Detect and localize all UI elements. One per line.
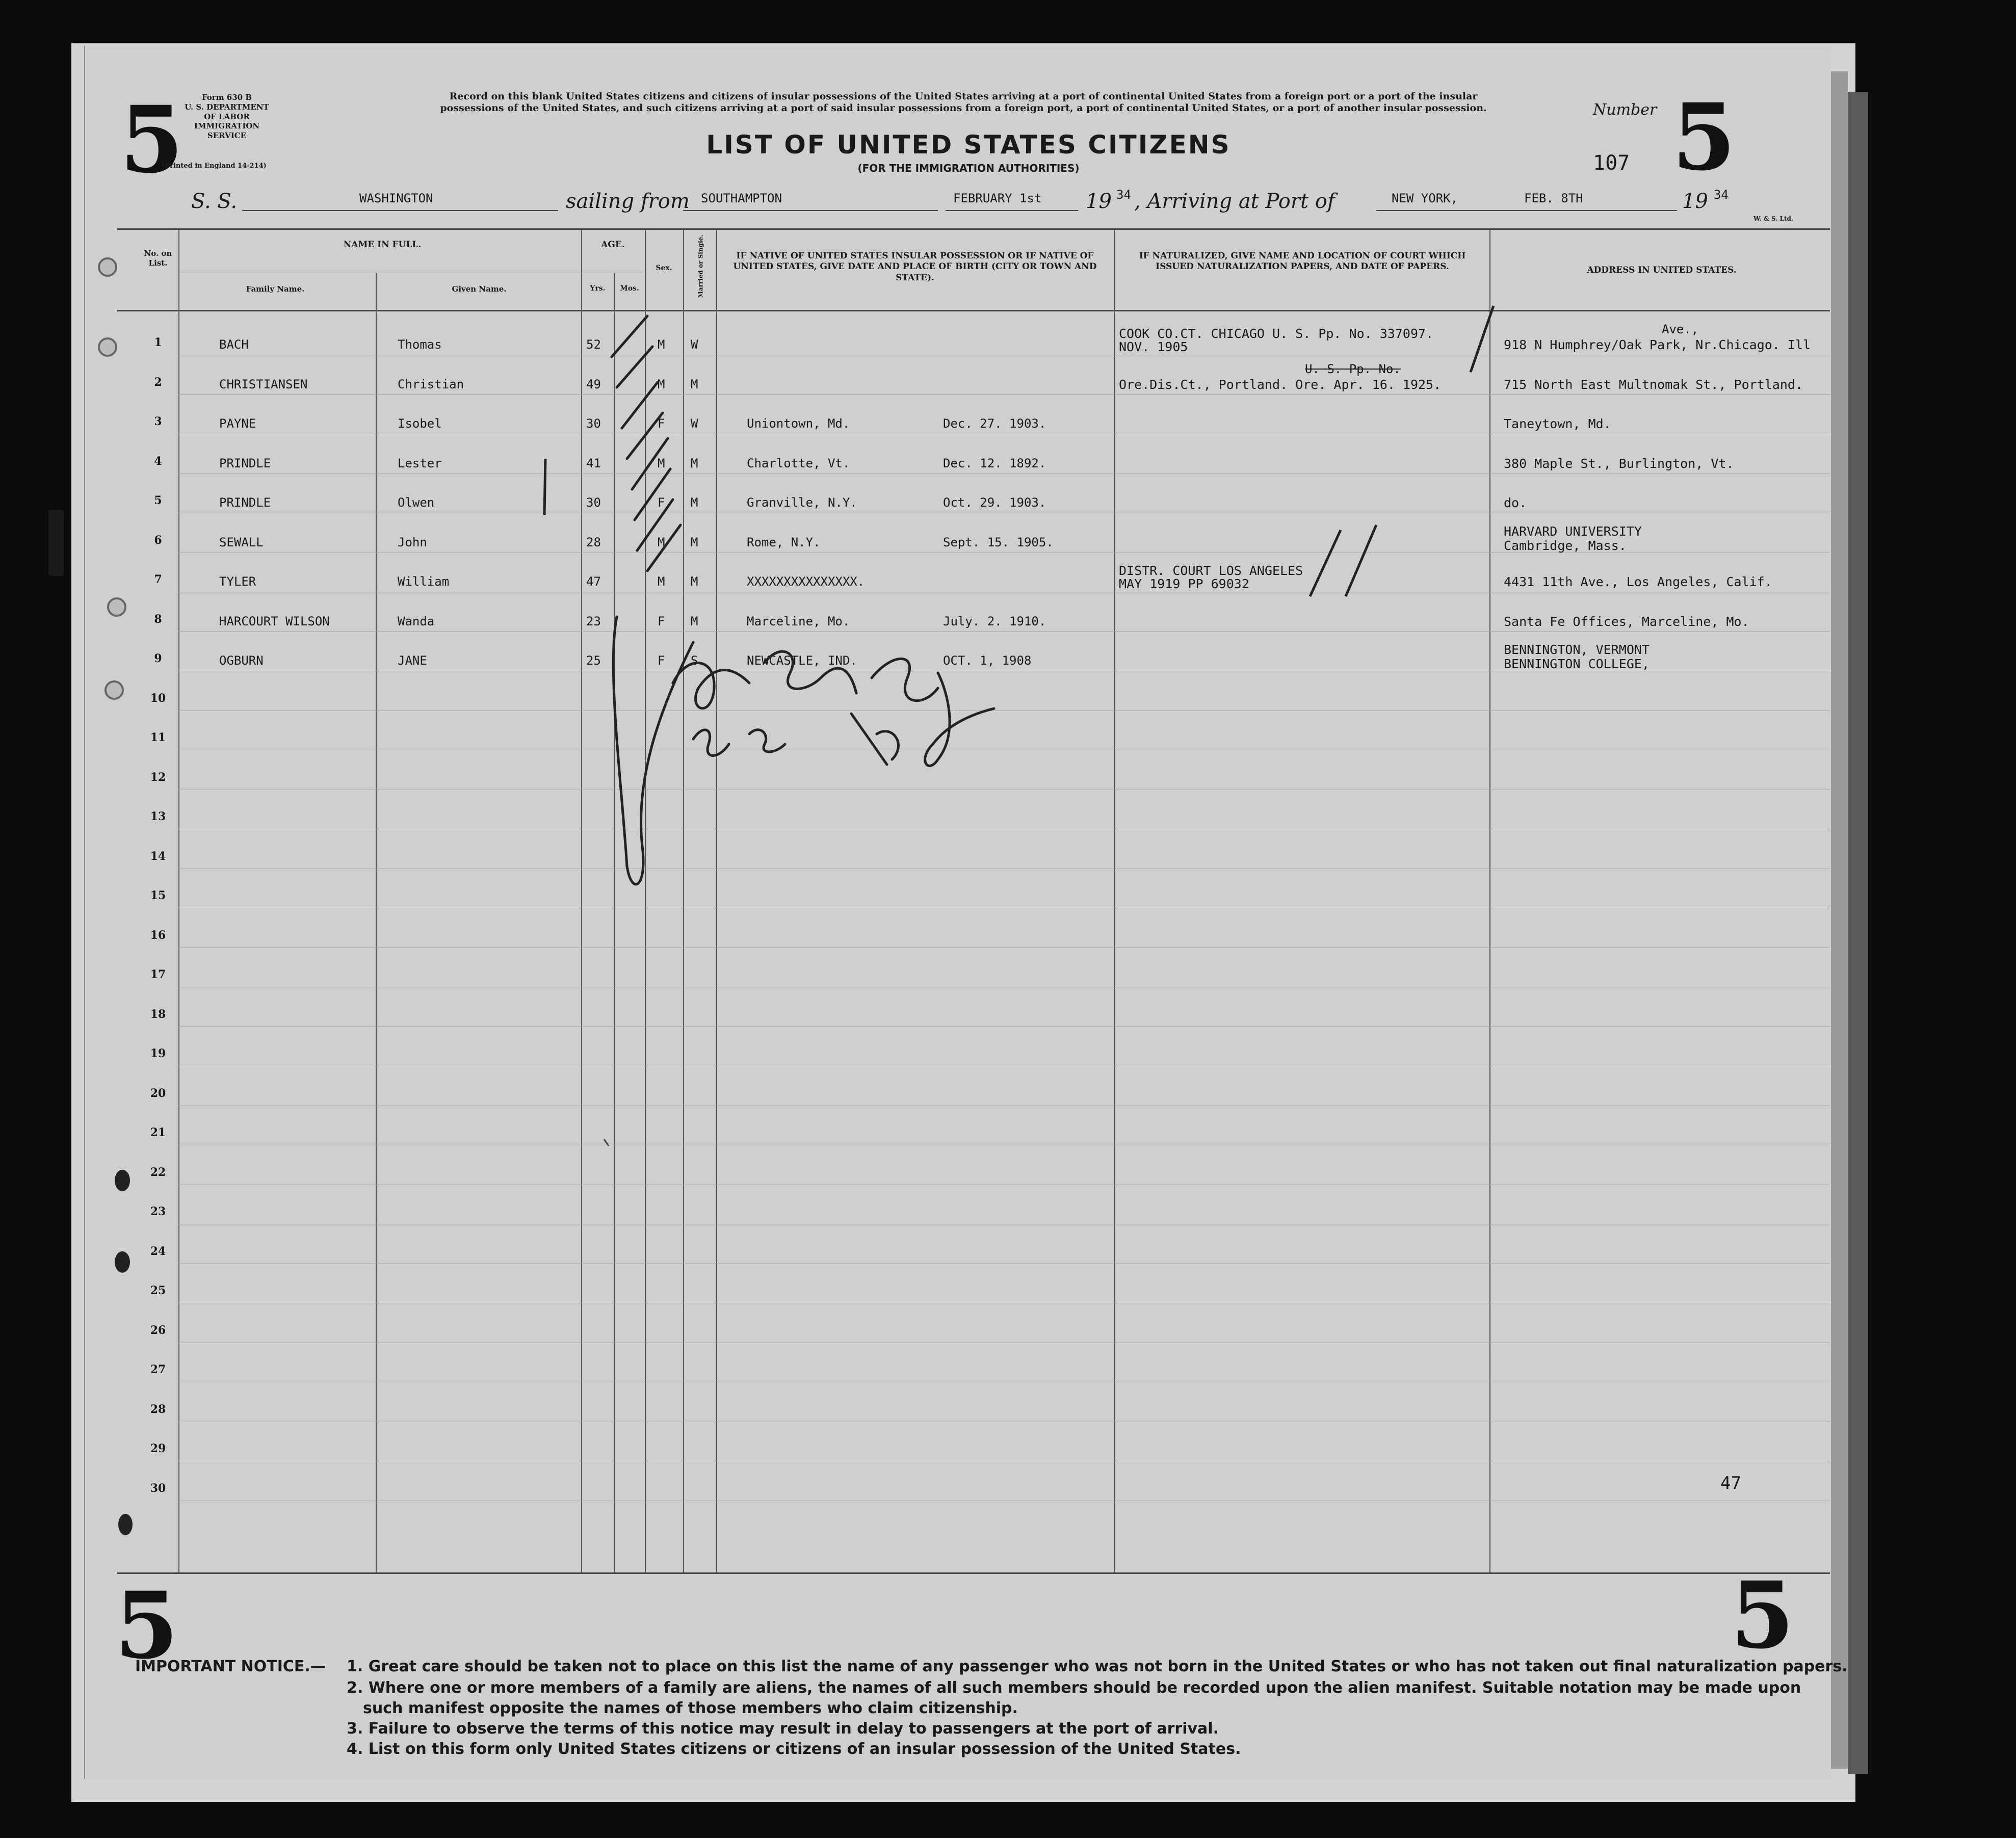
ship-name: WASHINGTON [359,191,433,205]
row-number: 21 [150,1126,166,1139]
marital-status: W [691,416,698,431]
age-years: 47 [586,574,601,589]
printed-note: (Printed in England 14-214) [162,162,267,170]
family-name: SEWALL [219,535,264,549]
port-from: SOUTHAMPTON [701,191,782,205]
birth-place: XXXXXXXXXXXXXXX. [747,574,865,589]
col-header-given: Given Name. [452,284,507,294]
naturalization-court: DISTR. COURT LOS ANGELES [1119,563,1303,578]
birth-place: Marceline, Mo. [747,614,850,628]
binding-mark [48,510,64,576]
sex: M [658,337,665,352]
family-name: PRINDLE [219,456,271,470]
col-header-mos: Mos. [620,284,639,293]
sex: M [658,456,665,470]
col-header-sex: Sex. [656,264,672,272]
marital-status: M [691,614,698,628]
tick-mark [1295,520,1386,607]
row-number: 8 [154,613,162,626]
family-name: TYLER [219,574,256,589]
punch-hole [98,257,117,277]
col-header-married: Married or Single. [697,234,704,298]
col-divider [376,273,377,1572]
row-number: 25 [150,1284,166,1297]
sex: F [658,653,665,668]
notice-item-3: 3. Failure to observe the terms of this notice may result in delay to passengers at the port of arrival. [347,1720,1219,1738]
form-number: Form 630 B [201,93,252,102]
naturalization-court: Ore.Dis.Ct., Portland. Ore. Apr. 16. 1925. [1119,377,1442,392]
printer-mark: W. & S. Ltd. [1753,215,1794,222]
number-value: 107 [1593,151,1630,175]
col-header-native: IF NATIVE OF UNITED STATES INSULAR POSSESSION OR IF NATIVE OF UNITED STATES, GIVE DATE AND PLACE OF BIRTH (CITY OR TOWN AND STATE). [733,251,1097,283]
tick-mark [1463,301,1499,377]
age-years: 30 [586,416,601,431]
address-note: Ave., [1662,322,1699,336]
birth-date: July. 2. 1910. [943,614,1046,628]
row-number: 17 [150,968,166,981]
family-name: CHRISTIANSEN [219,377,308,391]
struck-text: U. S. Pp. No. [1305,362,1401,376]
arriving-label: , Arriving at Port of [1134,190,1335,213]
sailing-from-label: sailing from [566,190,690,213]
marital-status: M [691,535,698,549]
depart-year-prefix: 19 [1086,190,1112,213]
row-number: 23 [150,1205,166,1218]
family-name: PRINDLE [219,495,271,510]
us-address-line-2: BENNINGTON COLLEGE, [1504,657,1650,671]
row-number: 9 [154,652,162,665]
arrival-underline [1376,210,1677,211]
record-instructions: Record on this blank United States citizens and citizens of insular possessions of the United States arriving at a port of continental United States from a foreign port or a port of the insular possessions of the United States, and such citizens arriving at a port of said insular possessions from a foreign port, a port of continental United States, or a port of another insular possession. [440,91,1487,114]
sheet-number-right: 5 [1672,84,1736,191]
col-header-yrs: Yrs. [590,284,606,293]
col-header-name: NAME IN FULL. [343,240,422,250]
ss-label: S. S. [191,190,238,213]
given-name: Wanda [398,614,435,628]
us-address-line-2: Cambridge, Mass. [1504,538,1627,553]
birth-date: OCT. 1, 1908 [943,653,1032,668]
birth-date: Oct. 29. 1903. [943,495,1046,510]
birth-place: Charlotte, Vt. [747,456,850,470]
table-bottom-rule [117,1572,1830,1574]
sex: M [658,535,665,549]
us-address: 918 N Humphrey/Oak Park, Nr.Chicago. Ill [1504,337,1811,352]
number-label: Number [1593,101,1657,119]
age-years: 23 [586,614,601,628]
col-divider [1489,228,1490,1572]
row-number: 10 [150,692,166,705]
row-number: 11 [150,731,166,744]
page-mark: 47 [1720,1473,1741,1493]
age-years: 52 [586,337,601,352]
row-number: 26 [150,1324,166,1337]
sex: F [658,416,665,431]
footer-number-right: 5 [1731,1562,1795,1669]
arrive-date: FEB. 8TH [1524,191,1583,205]
birth-date: Sept. 15. 1905. [943,535,1054,549]
naturalization-court: COOK CO.CT. CHICAGO U. S. Pp. No. 337097. [1119,326,1434,341]
age-years: 28 [586,535,601,549]
row-number: 19 [150,1047,166,1060]
ship-underline [242,210,558,211]
row-number: 4 [154,455,162,468]
given-name: Lester [398,456,442,470]
col-header-age: AGE. [601,240,625,250]
given-name: Isobel [398,416,442,431]
us-address: 715 North East Multnomak St., Portland. [1504,377,1803,392]
arrive-year-prefix: 19 [1682,190,1708,213]
arrive-year: 34 [1714,188,1729,202]
us-address: 380 Maple St., Burlington, Vt. [1504,456,1734,471]
family-name: OGBURN [219,653,264,668]
notice-item-4: 4. List on this form only United States citizens or citizens of an insular possession of the United States. [347,1740,1241,1758]
punch-hole [98,337,117,357]
row-number: 27 [150,1363,166,1376]
page-subtitle: (FOR THE IMMIGRATION AUTHORITIES) [857,162,1080,174]
row-number: 29 [150,1442,166,1455]
row-number: 24 [150,1245,166,1258]
birth-place: Granville, N.Y. [747,495,857,510]
row-number: 22 [150,1166,166,1179]
row-number: 6 [154,534,162,547]
ink-mark [601,1137,612,1152]
punch-hole [115,1170,130,1191]
row-number: 14 [150,850,166,863]
given-name: Thomas [398,337,442,352]
col-header-address: ADDRESS IN UNITED STATES. [1587,265,1737,275]
row-number: 18 [150,1008,166,1021]
us-address: 4431 11th Ave., Los Angeles, Calif. [1504,574,1772,589]
family-name: BACH [219,337,249,352]
page-edge [1830,71,1848,1769]
birth-date: Dec. 27. 1903. [943,416,1046,431]
naturalization-date: MAY 1919 PP 69032 [1119,576,1249,591]
col-header-no: No. on List. [144,249,172,268]
given-name: John [398,535,427,549]
row-number: 28 [150,1403,166,1416]
notice-label: IMPORTANT NOTICE.— [135,1658,326,1675]
inspector-signature [586,285,1025,907]
service-name: IMMIGRATION SERVICE [194,121,260,140]
punch-hole [118,1514,133,1535]
given-name: JANE [398,653,427,668]
table-top-rule [117,228,1830,230]
age-years: 30 [586,495,601,510]
birth-place: Rome, N.Y. [747,535,821,549]
marital-status: M [691,377,698,391]
col-header-naturalized: IF NATURALIZED, GIVE NAME AND LOCATION OF COURT WHICH ISSUED NATURALIZATION PAPERS, AND DATE OF PAPERS. [1139,251,1466,272]
family-name: PAYNE [219,416,256,431]
punch-hole [115,1251,130,1273]
us-address: do. [1504,495,1527,510]
age-years: 49 [586,377,601,391]
birth-place: NEWCASTLE, IND. [747,653,857,668]
punch-hole [104,680,124,700]
col-divider [581,228,582,1572]
birth-place: Uniontown, Md. [747,416,850,431]
marital-status: S [691,653,698,668]
sex: F [658,495,665,510]
given-name: Olwen [398,495,435,510]
form-label [178,93,275,141]
row-number: 3 [154,415,162,428]
marital-status: M [691,456,698,470]
us-address: Taneytown, Md. [1504,416,1611,431]
row-number: 12 [150,771,166,784]
notice-item-1: 1. Great care should be taken not to place on this list the name of any passenger who was not born in the United States or who has not taken out final naturalization papers. [347,1658,1848,1675]
footer-number-left: 5 [115,1572,179,1679]
punch-hole [107,597,126,617]
row-number: 15 [150,889,166,902]
sex: F [658,614,665,628]
birth-date: Dec. 12. 1892. [943,456,1046,470]
tick-mark [535,454,556,525]
date-underline [946,210,1078,211]
sheet-number-left: 5 [120,86,184,194]
age-years: 25 [586,653,601,668]
us-address: HARVARD UNIVERSITY [1504,524,1642,539]
us-address: Santa Fe Offices, Marceline, Mo. [1504,614,1749,629]
depart-date: FEBRUARY 1st [953,191,1042,205]
row-number: 7 [154,573,162,586]
given-name: Christian [398,377,464,391]
family-name: HARCOURT WILSON [219,614,330,628]
notice-item-2-cont: such manifest opposite the names of those members who claim citizenship. [363,1699,1018,1717]
page-title: LIST OF UNITED STATES CITIZENS [706,130,1231,160]
row-number: 5 [154,494,162,507]
given-name: William [398,574,450,589]
marital-status: W [691,337,698,352]
row-number: 20 [150,1087,166,1100]
department-name: U. S. DEPARTMENT OF LABOR [185,102,269,121]
port-to: NEW YORK, [1392,191,1458,205]
row-number: 2 [154,376,162,389]
page-edge-shadow [1848,92,1868,1774]
row-number: 30 [150,1482,166,1495]
naturalization-date: NOV. 1905 [1119,339,1188,354]
sex: M [658,574,665,589]
us-address: BENNINGTON, VERMONT [1504,642,1650,657]
row-number: 1 [154,336,162,349]
sex: M [658,377,665,391]
age-years: 41 [586,456,601,470]
row-number: 13 [150,810,166,823]
port-underline [683,210,938,211]
marital-status: M [691,574,698,589]
col-header-family: Family Name. [246,284,305,294]
marital-status: M [691,495,698,510]
depart-year: 34 [1116,188,1131,202]
notice-item-2: 2. Where one or more members of a family are aliens, the names of all such members should be recorded upon the alien manifest. Suitable notation may be made upon [347,1679,1801,1697]
col-divider [1114,228,1115,1572]
row-number: 16 [150,929,166,942]
